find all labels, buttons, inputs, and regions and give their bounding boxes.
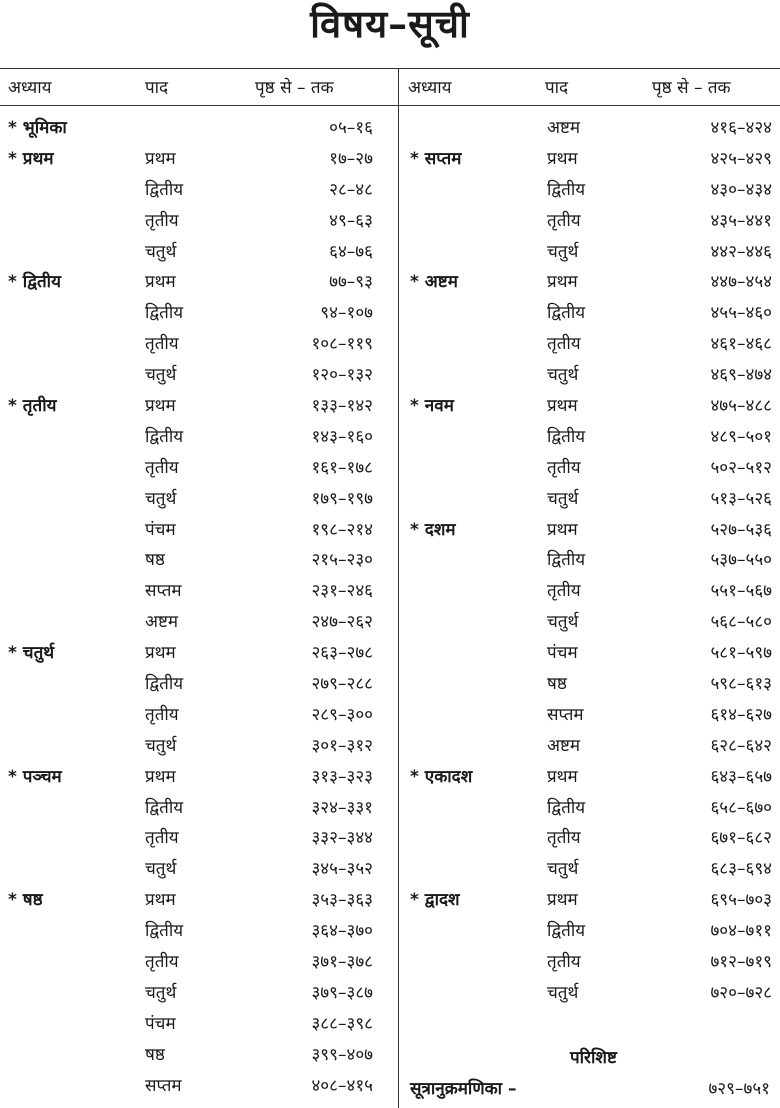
adhyaya-cell: * एकादश xyxy=(410,766,473,787)
pada-cell: प्रथम xyxy=(145,272,176,293)
table-row xyxy=(0,422,398,453)
table-row xyxy=(0,916,398,947)
pada-cell: षष्ठ xyxy=(145,1044,165,1065)
pada-cell: चतुर्थ xyxy=(145,735,177,756)
page-range-cell: १९८–२१४ xyxy=(311,519,373,540)
pada-cell: सप्तम xyxy=(547,704,584,725)
pada-cell: चतुर्थ xyxy=(145,859,177,880)
pada-cell: चतुर्थ xyxy=(547,982,579,1003)
page-range-cell: ६४–७६ xyxy=(329,241,373,262)
pada-cell: सप्तम xyxy=(145,1075,182,1096)
page-range-cell: ०५–१६ xyxy=(329,118,373,138)
table-row xyxy=(0,175,398,206)
table-row xyxy=(0,1071,398,1102)
page-range-cell: ३२४–३३१ xyxy=(311,797,373,818)
table-row xyxy=(0,206,398,237)
page-range-cell: ३१३–३२३ xyxy=(311,766,373,787)
table-row xyxy=(404,607,780,638)
page-range-cell: ७७–९३ xyxy=(329,272,373,293)
page-range-cell: ९४–१०७ xyxy=(320,303,373,324)
page-range-cell: १७–२७ xyxy=(329,148,373,169)
table-row xyxy=(404,453,780,484)
page-range-cell: ५५१–५६७ xyxy=(710,581,772,602)
table-row xyxy=(404,916,780,947)
pada-cell: चतुर्थ xyxy=(145,241,177,262)
table-row xyxy=(0,885,398,916)
table-row xyxy=(404,885,780,916)
table-row xyxy=(0,669,398,700)
table-row xyxy=(404,731,780,762)
page-title: विषय–सूची xyxy=(310,1,470,46)
pada-cell: तृतीय xyxy=(547,952,581,973)
page-range-cell: २३१–२४६ xyxy=(311,581,373,602)
appendix-label: सूत्रानुक्रमणिका – xyxy=(410,1079,517,1099)
page-range-cell: ३४५–३५२ xyxy=(311,859,373,880)
page-range-cell: २६३–२७८ xyxy=(311,643,373,664)
page-range-cell: ४८९–५०१ xyxy=(710,426,772,447)
pada-cell: पंचम xyxy=(145,1013,176,1034)
table-row xyxy=(0,144,398,175)
pada-cell: तृतीय xyxy=(547,334,581,355)
pada-cell: चतुर्थ xyxy=(145,365,177,386)
page-range-cell: २१५–२३० xyxy=(311,550,373,571)
pada-cell: तृतीय xyxy=(145,334,179,355)
table-row xyxy=(0,453,398,484)
page-range-cell: ३७१–३७८ xyxy=(311,952,373,973)
pada-cell: प्रथम xyxy=(145,766,176,787)
pada-cell: चतुर्थ xyxy=(547,612,579,633)
table-row xyxy=(404,329,780,360)
pada-cell: तृतीय xyxy=(145,952,179,973)
pada-cell: प्रथम xyxy=(145,148,176,169)
header-adhyaya-left: अध्याय xyxy=(8,78,52,98)
table-row xyxy=(404,700,780,731)
page-range-cell: ३५३–३६३ xyxy=(311,890,373,911)
pada-cell: द्वितीय xyxy=(547,179,586,200)
header-range-left: पृष्ठ से – तक xyxy=(255,78,334,98)
table-row xyxy=(0,854,398,885)
table-row xyxy=(0,823,398,854)
page-range-cell: ५८१–५९७ xyxy=(710,643,772,664)
table-row xyxy=(404,669,780,700)
table-row xyxy=(404,978,780,1009)
table-row xyxy=(404,298,780,329)
pada-cell: पंचम xyxy=(547,643,578,664)
pada-cell: पंचम xyxy=(145,519,176,540)
table-row xyxy=(404,391,780,422)
pada-cell: तृतीय xyxy=(547,581,581,602)
table-row xyxy=(404,793,780,824)
page-range-cell: २७९–२८८ xyxy=(311,674,373,695)
table-row xyxy=(404,113,780,144)
pada-cell: तृतीय xyxy=(547,828,581,849)
adhyaya-cell: * चतुर्थ xyxy=(8,643,55,664)
pada-cell: प्रथम xyxy=(547,396,578,417)
table-row xyxy=(404,545,780,576)
table-top-rule xyxy=(0,68,780,69)
page-range-cell: ७२०–७२८ xyxy=(710,982,772,1003)
pada-cell: द्वितीय xyxy=(547,550,586,571)
header-pada-left: पाद xyxy=(145,78,169,98)
page-range-cell: ३८८–३९८ xyxy=(311,1013,373,1034)
page-range-cell: ५९८–६१३ xyxy=(710,674,772,695)
pada-cell: तृतीय xyxy=(145,704,179,725)
table-row xyxy=(0,391,398,422)
table-row xyxy=(0,762,398,793)
pada-cell: षष्ठ xyxy=(145,550,165,571)
page-range-cell: ३०१–३१२ xyxy=(311,735,373,756)
page-range-cell: ६४३–६५७ xyxy=(710,766,772,787)
pada-cell: द्वितीय xyxy=(145,674,184,695)
pada-cell: प्रथम xyxy=(547,766,578,787)
page-range-cell: २८–४८ xyxy=(329,179,373,200)
table-row xyxy=(404,576,780,607)
page-range-cell: ६२८–६४२ xyxy=(710,735,772,756)
pada-cell: प्रथम xyxy=(547,148,578,169)
pada-cell: द्वितीय xyxy=(547,797,586,818)
page-range-cell: १२०–१३२ xyxy=(311,365,373,386)
table-row xyxy=(0,267,398,298)
column-divider xyxy=(398,68,399,1108)
page-range-cell: ३६४–३७० xyxy=(311,921,373,942)
page-range-cell: २४७–२६२ xyxy=(311,612,373,633)
table-row xyxy=(0,638,398,669)
pada-cell: द्वितीय xyxy=(145,179,184,200)
page-range-cell: ४६१–४६८ xyxy=(710,334,772,355)
table-row xyxy=(0,515,398,546)
page-range-cell: १०८–११९ xyxy=(311,334,373,355)
page-range-cell: ४५५–४६० xyxy=(710,303,772,324)
adhyaya-cell: * दशम xyxy=(410,519,456,540)
pada-cell: द्वितीय xyxy=(547,426,586,447)
header-range-right: पृष्ठ से – तक xyxy=(652,78,731,98)
table-row xyxy=(404,237,780,268)
page-range-cell: ४३५–४४१ xyxy=(710,210,772,231)
table-row xyxy=(0,947,398,978)
table-row xyxy=(404,267,780,298)
page-range-cell: ४४२–४४६ xyxy=(710,241,772,262)
pada-cell: प्रथम xyxy=(145,890,176,911)
appendix-range: ७२९–७५१ xyxy=(708,1079,770,1099)
table-row xyxy=(0,329,398,360)
page-range-cell: ४२५–४२९ xyxy=(710,148,772,169)
table-row xyxy=(0,731,398,762)
page-range-cell: ६९५–७०३ xyxy=(710,890,772,911)
page-range-cell: ३९९–४०७ xyxy=(311,1044,373,1065)
adhyaya-cell: * षष्ठ xyxy=(8,890,43,911)
pada-cell: चतुर्थ xyxy=(547,859,579,880)
pada-cell: तृतीय xyxy=(145,828,179,849)
page-range-cell: ५६८–५८० xyxy=(710,612,772,633)
pada-cell: चतुर्थ xyxy=(145,488,177,509)
pada-cell: प्रथम xyxy=(547,272,578,293)
table-row xyxy=(0,978,398,1009)
table-row xyxy=(404,823,780,854)
pada-cell: द्वितीय xyxy=(145,921,184,942)
pada-cell: चतुर्थ xyxy=(547,488,579,509)
table-row xyxy=(0,1009,398,1040)
page-range-cell: ६८३–६९४ xyxy=(710,859,772,880)
header-adhyaya-right: अध्याय xyxy=(408,78,452,98)
adhyaya-cell: * अष्टम xyxy=(410,272,458,293)
page-range-cell: २८९–३०० xyxy=(311,704,373,725)
pada-cell: तृतीय xyxy=(145,210,179,231)
right-column xyxy=(404,113,780,1009)
pada-cell: अष्टम xyxy=(145,612,179,633)
left-column xyxy=(0,113,398,1102)
page-range-cell: ४७५–४८८ xyxy=(710,396,772,417)
table-row xyxy=(0,576,398,607)
page-range-cell: ५३७–५५० xyxy=(710,550,772,571)
pada-cell: तृतीय xyxy=(145,457,179,478)
pada-cell: षष्ठ xyxy=(547,674,567,695)
adhyaya-cell: * सप्तम xyxy=(410,148,462,169)
table-row xyxy=(404,422,780,453)
pada-cell: प्रथम xyxy=(547,519,578,540)
page-range-cell: १७९–१९७ xyxy=(311,488,373,509)
table-row xyxy=(0,545,398,576)
table-row xyxy=(0,237,398,268)
page-range-cell: ६७१–६८२ xyxy=(710,828,772,849)
page-range-cell: ५१३–५२६ xyxy=(710,488,772,509)
pada-cell: द्वितीय xyxy=(145,426,184,447)
pada-cell: चतुर्थ xyxy=(547,241,579,262)
pada-cell: चतुर्थ xyxy=(547,365,579,386)
pada-cell: प्रथम xyxy=(145,643,176,664)
adhyaya-cell: * पञ्चम xyxy=(8,766,62,787)
adhyaya-cell: * द्वितीय xyxy=(8,272,61,293)
pada-cell: चतुर्थ xyxy=(145,982,177,1003)
pada-cell: द्वितीय xyxy=(145,303,184,324)
pada-cell: प्रथम xyxy=(547,890,578,911)
table-row xyxy=(0,607,398,638)
header-bottom-rule xyxy=(0,105,780,106)
table-row xyxy=(0,1040,398,1071)
pada-cell: द्वितीय xyxy=(547,303,586,324)
page-range-cell: ४३०–४३४ xyxy=(710,179,772,200)
adhyaya-cell: * प्रथम xyxy=(8,148,54,169)
pada-cell: तृतीय xyxy=(547,457,581,478)
table-row xyxy=(404,515,780,546)
table-row xyxy=(404,484,780,515)
pada-cell: तृतीय xyxy=(547,210,581,231)
pada-cell: प्रथम xyxy=(145,396,176,417)
table-row xyxy=(0,298,398,329)
page-range-cell: १४३–१६० xyxy=(311,426,373,447)
table-row xyxy=(0,360,398,391)
page-range-cell: ७१२–७१९ xyxy=(710,952,772,973)
page-range-cell: ५२७–५३६ xyxy=(710,519,772,540)
adhyaya-cell: * भूमिका xyxy=(8,118,67,138)
adhyaya-cell: * नवम xyxy=(410,396,454,417)
table-row xyxy=(0,113,398,144)
page-range-cell: ३७९–३८७ xyxy=(311,982,373,1003)
page-range-cell: ३३२–३४४ xyxy=(311,828,373,849)
page-range-cell: ७०४–७११ xyxy=(710,921,772,942)
appendix-row xyxy=(410,1074,770,1104)
pada-cell: द्वितीय xyxy=(547,921,586,942)
table-row xyxy=(404,947,780,978)
table-row xyxy=(404,206,780,237)
table-row xyxy=(404,360,780,391)
page-range-cell: ४४७–४५४ xyxy=(710,272,772,293)
page-range-cell: ४१६–४२४ xyxy=(710,118,772,138)
table-row xyxy=(404,175,780,206)
page-range-cell: १३३–१४२ xyxy=(311,396,373,417)
page-range-cell: ४६९–४७४ xyxy=(710,365,772,386)
appendix-title: परिशिष्ट xyxy=(570,1048,617,1068)
header-pada-right: पाद xyxy=(545,78,569,98)
page-range-cell: ४०८–४१५ xyxy=(311,1075,373,1096)
adhyaya-cell: * तृतीय xyxy=(8,396,57,417)
adhyaya-cell: * द्वादश xyxy=(410,890,460,911)
page-range-cell: ५०२–५१२ xyxy=(710,457,772,478)
page-range-cell: ४९–६३ xyxy=(329,210,373,231)
page-range-cell: ६१४–६२७ xyxy=(710,704,772,725)
pada-cell: द्वितीय xyxy=(145,797,184,818)
table-row xyxy=(404,762,780,793)
page-range-cell: ६५८–६७० xyxy=(710,797,772,818)
pada-cell: सप्तम xyxy=(145,581,182,602)
pada-cell: अष्टम xyxy=(547,118,581,138)
pada-cell: अष्टम xyxy=(547,735,581,756)
table-row xyxy=(404,144,780,175)
table-row xyxy=(404,638,780,669)
table-row xyxy=(0,484,398,515)
table-row xyxy=(0,700,398,731)
table-row xyxy=(404,854,780,885)
table-row xyxy=(0,793,398,824)
page-range-cell: १६१–१७८ xyxy=(311,457,373,478)
